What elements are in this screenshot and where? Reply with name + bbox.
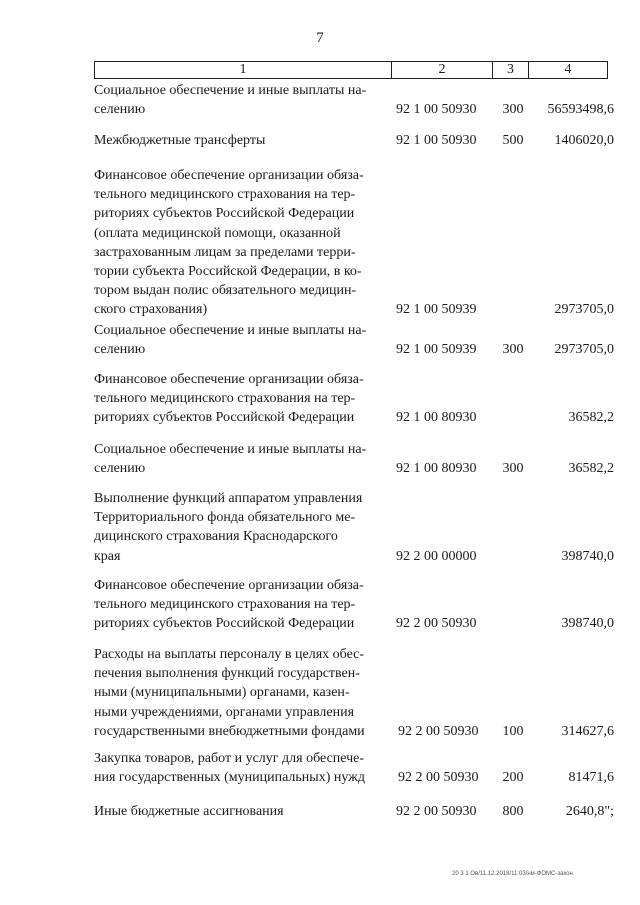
row-name: Иные бюджетные ассигнования: [94, 804, 284, 819]
row-type: 800: [502, 804, 524, 819]
header-col-2: 2: [392, 62, 493, 78]
row-code: 92 1 00 50939: [396, 342, 477, 358]
row-type: 200: [502, 770, 524, 786]
footer-mark: 20 3 1 Ов/11.12.2018/11:03/нм-ФОМС-закон: [452, 871, 573, 877]
row-code: 92 2 00 50930: [396, 616, 477, 632]
row-name: Финансовое обеспечение организации обяза- тельного медицинского страхования на тер- риториях субъектов Российской Федерации: [94, 372, 364, 426]
row-name: Финансовое обеспечение организации обяза- тельного медицинского страхования на тер- риториях субъектов Российской Федерации: [94, 578, 364, 632]
row-name: Социальное обеспечение и иные выплаты на- селению: [94, 83, 367, 118]
page-number: 7: [316, 30, 324, 46]
row-name: Социальное обеспечение и иные выплаты на- селению: [94, 323, 367, 358]
header-col-4: 4: [564, 62, 572, 77]
row-code: 92 1 00 80930: [396, 461, 477, 477]
row-amount: 36582,2: [568, 461, 614, 477]
row-code: 92 1 00 50930: [396, 133, 477, 148]
row-type: 100: [502, 723, 524, 739]
table-header: [94, 61, 608, 79]
row-type: 300: [502, 461, 524, 477]
row-amount: 1406020,0: [554, 133, 614, 148]
row-code: 92 2 00 00000: [396, 548, 477, 564]
row-name: Закупка товаров, работ и услуг для обеспече- ния государственных (муниципальных) нужд: [94, 751, 365, 786]
row-amount: 81471,6: [568, 770, 614, 786]
header-col-1: 1: [95, 62, 392, 78]
row-amount: 314627,6: [561, 723, 614, 739]
row-name: Межбюджетные трансферты: [94, 133, 266, 148]
row-amount: 56593498,6: [547, 102, 614, 118]
row-code: 92 2 00 50930: [398, 770, 479, 786]
row-amount: 2973705,0: [554, 302, 614, 318]
row-amount: 2640,8";: [565, 804, 614, 819]
row-code: 92 1 00 50930: [396, 102, 477, 118]
row-code: 92 1 00 50939: [396, 302, 477, 318]
row-type: 300: [502, 342, 524, 358]
row-name: Социальное обеспечение и иные выплаты на- селению: [94, 442, 367, 477]
row-amount: 398740,0: [561, 616, 614, 632]
row-amount: 398740,0: [561, 548, 614, 564]
row-code: 92 1 00 80930: [396, 410, 477, 426]
row-amount: 2973705,0: [554, 342, 614, 358]
row-amount: 36582,2: [568, 410, 614, 426]
row-type: 300: [502, 102, 524, 118]
row-code: 92 2 00 50930: [398, 723, 479, 739]
row-code: 92 2 00 50930: [396, 804, 477, 819]
row-type: 500: [502, 133, 524, 148]
row-name: Финансовое обеспечение организации обяза- тельного медицинского страхования на тер- риториях субъектов Российской Федерации (оплата медицинской помощи, оказанной застрахованным лицам за пределами терри- тории субъекта Российской Федерации, в ко- тором выдан полис обязательного медицин- ского страхования): [94, 168, 364, 318]
row-name: Расходы на выплаты персоналу в целях обес- печения выполнения функций государствен- ными (муниципальными) органами, казен- ными учреждениями, органами управления государственными внебюджетными фондами: [94, 647, 365, 739]
header-col-3: 3: [493, 62, 529, 78]
row-name: Выполнение функций аппаратом управления Территориального фонда обязательного ме- дицинского страхования Краснодарского края: [94, 491, 363, 564]
